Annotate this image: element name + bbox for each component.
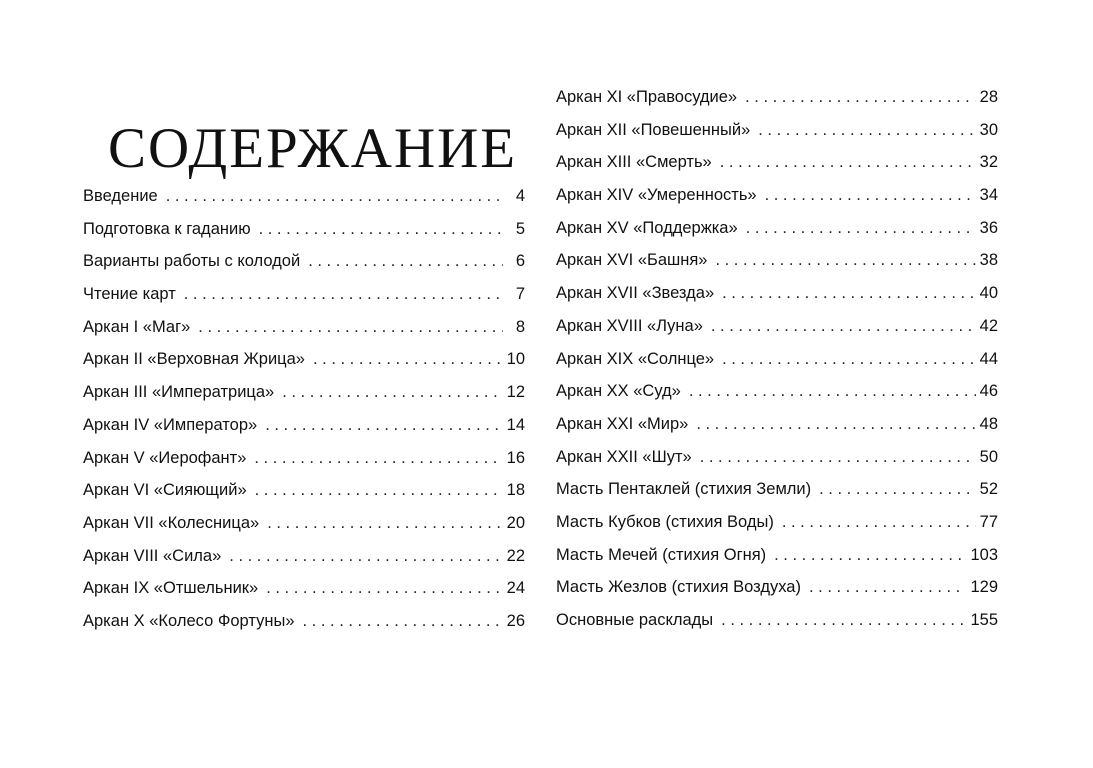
toc-entry-page-number: 20 xyxy=(506,513,525,532)
toc-entry-label: Масть Жезлов (стихия Воздуха) xyxy=(556,578,801,597)
toc-entry-page-number: 26 xyxy=(506,611,525,630)
toc-entry-label: Аркан II «Верховная Жрица» xyxy=(83,350,305,369)
toc-entry-label: Масть Кубков (стихия Воды) xyxy=(556,512,774,531)
dot-leader xyxy=(259,220,503,239)
dot-leader xyxy=(746,219,976,238)
toc-entry-label: Аркан XXII «Шут» xyxy=(556,447,692,466)
toc-entry[interactable] xyxy=(83,252,525,285)
toc-entry-label: Аркан XIII «Смерть» xyxy=(556,153,712,172)
dot-leader xyxy=(184,285,503,304)
dot-leader xyxy=(229,547,502,566)
toc-entry-label: Аркан XVI «Башня» xyxy=(556,251,708,270)
dot-leader xyxy=(715,251,975,270)
dot-leader xyxy=(700,448,976,467)
toc-entry[interactable] xyxy=(83,285,525,318)
toc-entry-label: Аркан III «Императрица» xyxy=(83,383,275,402)
toc-entry-page-number: 10 xyxy=(506,350,525,369)
toc-entry-label: Аркан XXI «Мир» xyxy=(556,414,689,433)
toc-entry-page-number: 38 xyxy=(979,251,998,270)
dot-leader xyxy=(267,514,502,533)
toc-entry[interactable] xyxy=(556,251,998,284)
toc-entry-page-number: 44 xyxy=(979,349,998,368)
toc-entry-label: Аркан VII «Колесница» xyxy=(83,513,260,532)
toc-entry-label: Аркан IV «Император» xyxy=(83,415,258,434)
toc-entry[interactable] xyxy=(556,480,998,513)
dot-leader xyxy=(782,513,976,532)
toc-entry[interactable] xyxy=(83,187,525,220)
toc-entry[interactable] xyxy=(83,547,525,580)
toc-entry[interactable] xyxy=(556,88,998,121)
toc-entry-page-number: 6 xyxy=(515,252,525,271)
dot-leader xyxy=(265,416,502,435)
toc-entry[interactable] xyxy=(556,611,998,644)
toc-entry-page-number: 12 xyxy=(506,383,525,402)
toc-entry-page-number: 18 xyxy=(506,481,525,500)
toc-entry-label: Основные расклады xyxy=(556,611,714,629)
dot-leader xyxy=(745,88,976,107)
toc-entry[interactable] xyxy=(556,219,998,252)
dot-leader xyxy=(303,612,503,631)
dot-leader xyxy=(721,611,966,630)
dot-leader xyxy=(758,121,975,140)
toc-entry-label: Аркан XIX «Солнце» xyxy=(556,349,715,368)
toc-entry-label: Аркан VI «Сияющий» xyxy=(83,481,247,500)
toc-entry-label: Аркан XI «Правосудие» xyxy=(556,88,738,106)
toc-entry-label: Масть Мечей (стихия Огня) xyxy=(556,545,767,564)
toc-entry-label: Аркан XII «Повешенный» xyxy=(556,120,751,139)
toc-entry-page-number: 4 xyxy=(515,187,525,205)
toc-entry[interactable] xyxy=(556,578,998,611)
toc-entry-page-number: 16 xyxy=(506,448,525,467)
toc-entry[interactable] xyxy=(83,416,525,449)
toc-entry-page-number: 24 xyxy=(506,579,525,598)
toc-entry[interactable] xyxy=(556,153,998,186)
toc-entry-label: Масть Пентаклей (стихия Земли) xyxy=(556,480,812,499)
toc-entry-label: Аркан V «Иерофант» xyxy=(83,448,247,467)
toc-entry-page-number: 46 xyxy=(979,382,998,401)
toc-entry[interactable] xyxy=(83,220,525,253)
dot-leader xyxy=(282,383,502,402)
toc-entry-page-number: 30 xyxy=(979,120,998,139)
toc-entry[interactable] xyxy=(83,449,525,482)
toc-entry-page-number: 103 xyxy=(970,545,998,564)
toc-entry-page-number: 22 xyxy=(506,546,525,565)
toc-entry-label: Чтение карт xyxy=(83,285,176,304)
toc-entry-page-number: 14 xyxy=(506,415,525,434)
toc-entry-page-number: 7 xyxy=(515,285,525,304)
toc-entry[interactable] xyxy=(556,415,998,448)
toc-entry[interactable] xyxy=(83,350,525,383)
dot-leader xyxy=(266,579,502,598)
dot-leader xyxy=(254,449,502,468)
dot-leader xyxy=(722,350,976,369)
toc-entry[interactable] xyxy=(83,514,525,547)
toc-entry-label: Аркан XVII «Звезда» xyxy=(556,284,715,303)
toc-entry[interactable] xyxy=(83,579,525,612)
dot-leader xyxy=(255,481,503,500)
toc-entry-page-number: 77 xyxy=(979,512,998,531)
toc-entry-label: Аркан I «Маг» xyxy=(83,317,191,336)
toc-entry[interactable] xyxy=(556,382,998,415)
toc-entry-label: Аркан VIII «Сила» xyxy=(83,546,222,565)
toc-entry[interactable] xyxy=(556,317,998,350)
toc-entry[interactable] xyxy=(556,121,998,154)
dot-leader xyxy=(711,317,976,336)
toc-entry[interactable] xyxy=(556,448,998,481)
dot-leader xyxy=(696,415,975,434)
dot-leader xyxy=(722,284,976,303)
toc-entry[interactable] xyxy=(556,513,998,546)
toc-entry[interactable] xyxy=(556,546,998,579)
toc-entry-page-number: 36 xyxy=(979,218,998,237)
dot-leader xyxy=(765,186,976,205)
dot-leader xyxy=(819,480,976,499)
dot-leader xyxy=(689,382,976,401)
toc-entry-page-number: 50 xyxy=(979,447,998,466)
toc-entry[interactable] xyxy=(556,284,998,317)
toc-entry-label: Аркан IX «Отшельник» xyxy=(83,579,259,598)
toc-entry-label: Аркан XVIII «Луна» xyxy=(556,316,703,335)
toc-entry-page-number: 32 xyxy=(979,153,998,172)
toc-entry-page-number: 5 xyxy=(515,219,525,238)
toc-entry[interactable] xyxy=(83,481,525,514)
dot-leader xyxy=(720,153,976,172)
dot-leader xyxy=(774,546,966,565)
dot-leader xyxy=(166,187,503,206)
toc-entry[interactable] xyxy=(556,350,998,383)
toc-entry-label: Аркан XIV «Умеренность» xyxy=(556,186,757,205)
toc-entry[interactable] xyxy=(83,318,525,351)
toc-column-left xyxy=(83,187,525,645)
toc-entry-page-number: 155 xyxy=(970,611,998,629)
dot-leader xyxy=(308,252,503,271)
toc-entry-label: Аркан X «Колесо Фортуны» xyxy=(83,611,295,630)
toc-entry-label: Подготовка к гаданию xyxy=(83,219,251,238)
toc-entry[interactable] xyxy=(83,612,525,645)
toc-entry[interactable] xyxy=(556,186,998,219)
toc-entry[interactable] xyxy=(83,383,525,416)
toc-entry-label: Аркан XV «Поддержка» xyxy=(556,218,738,237)
toc-entry-page-number: 42 xyxy=(979,316,998,335)
toc-entry-label: Аркан XX «Суд» xyxy=(556,382,681,401)
dot-leader xyxy=(313,350,503,369)
toc-entry-page-number: 34 xyxy=(979,186,998,205)
toc-entry-label: Введение xyxy=(83,187,158,205)
page-title: СОДЕРЖАНИЕ xyxy=(108,117,518,181)
toc-column-right xyxy=(556,88,998,644)
toc-entry-page-number: 28 xyxy=(979,88,998,106)
toc-entry-page-number: 8 xyxy=(515,317,525,336)
toc-entry-page-number: 52 xyxy=(979,480,998,499)
toc-entry-page-number: 129 xyxy=(970,578,998,597)
toc-entry-label: Варианты работы с колодой xyxy=(83,252,301,271)
toc-entry-page-number: 40 xyxy=(979,284,998,303)
dot-leader xyxy=(198,318,503,337)
toc-entry-page-number: 48 xyxy=(979,414,998,433)
dot-leader xyxy=(809,578,966,597)
